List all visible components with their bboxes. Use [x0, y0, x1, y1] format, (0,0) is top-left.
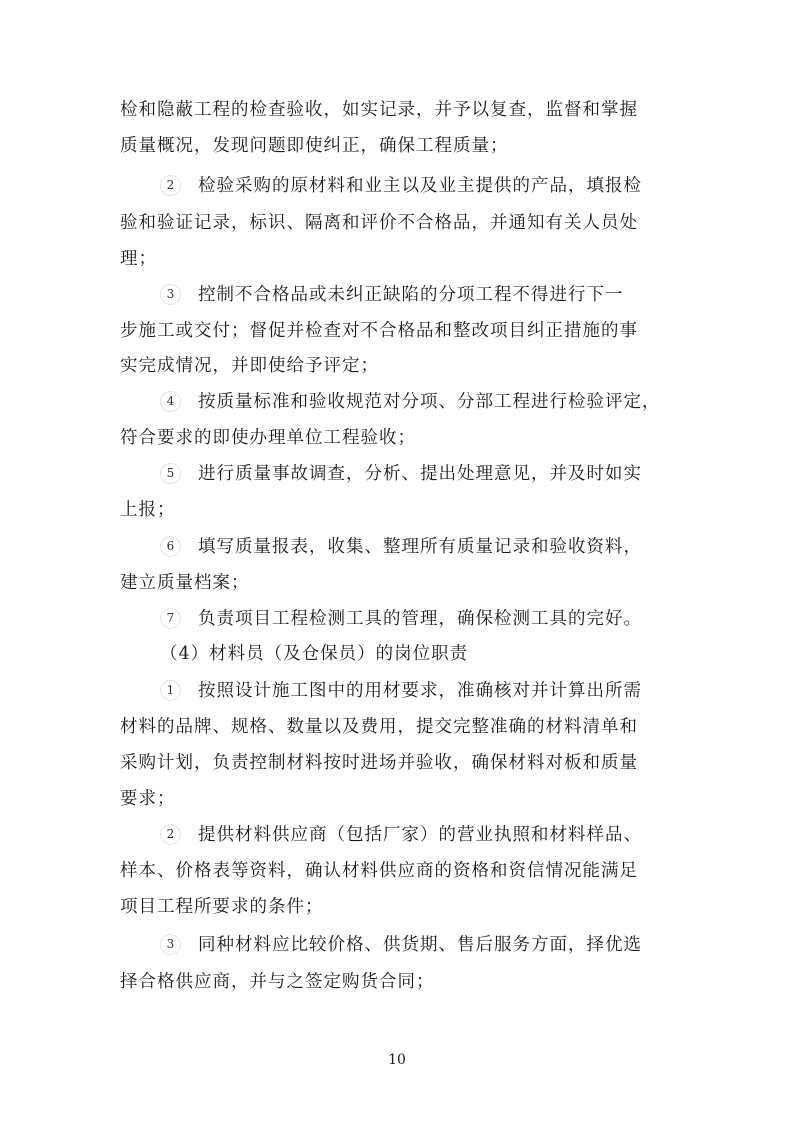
line-text: 按照设计施工图中的用材要求，准确核对并计算出所需	[198, 681, 642, 701]
list-item	[160, 931, 642, 956]
line-text: 同种材料应比较价格、供货期、售后服务方面，择优选	[198, 935, 642, 955]
text-line	[120, 496, 176, 521]
line-text: 实完成情况，并即使给予评定；	[120, 356, 379, 376]
text-line	[120, 785, 176, 810]
text-line	[120, 132, 509, 157]
text-line	[120, 424, 416, 449]
text-line	[120, 968, 435, 993]
item-number: 7	[160, 608, 181, 629]
text-line	[120, 96, 638, 121]
line-text: 符合要求的即使办理单位工程验收；	[120, 428, 416, 448]
line-text: 上报；	[120, 500, 176, 520]
line-text: 项目工程所要求的条件；	[120, 897, 324, 917]
list-item	[160, 605, 642, 630]
line-text: 材料的品牌、规格、数量以及费用，提交完整准确的材料清单和	[120, 717, 638, 737]
text-line	[120, 749, 638, 774]
line-text: 提供材料供应商（包括厂家）的营业执照和材料样品、	[198, 825, 642, 845]
line-text: 填写质量报表，收集、整理所有质量记录和验收资料，	[198, 537, 642, 557]
item-number: 2	[160, 175, 181, 196]
text-line	[120, 209, 638, 234]
line-text: 择合格供应商，并与之签定购货合同；	[120, 972, 435, 992]
line-text: （4）材料员（及仓保员）的岗位职责	[160, 644, 469, 664]
line-text: 步施工或交付；督促并检查对不合格品和整改项目纠正措施的事	[120, 321, 638, 341]
item-number: 3	[160, 934, 181, 955]
line-text: 检和隐蔽工程的检查验收，如实记录，并予以复查，监督和掌握	[120, 100, 638, 120]
item-number: 1	[160, 680, 181, 701]
text-line	[120, 245, 157, 270]
item-number: 2	[160, 824, 181, 845]
line-text: 要求；	[120, 789, 176, 809]
line-text: 质量概况，发现问题即使纠正，确保工程质量；	[120, 136, 509, 156]
line-text: 检验采购的原材料和业主以及业主提供的产品，填报检	[198, 176, 642, 196]
text-line	[120, 352, 379, 377]
line-text: 按质量标准和验收规范对分项、分部工程进行检验评定，	[198, 392, 661, 412]
section-heading	[160, 640, 468, 665]
list-item	[160, 172, 642, 197]
list-item	[160, 821, 642, 846]
line-text: 样本、价格表等资料，确认材料供应商的资格和资信情况能满足	[120, 861, 638, 881]
text-line	[120, 713, 638, 738]
line-text: 建立质量档案；	[120, 573, 250, 593]
item-number: 6	[160, 536, 181, 557]
text-line	[120, 317, 638, 342]
list-item	[160, 533, 642, 558]
text-line	[120, 893, 324, 918]
line-text: 进行质量事故调查，分析、提出处理意见，并及时如实	[198, 464, 642, 484]
line-text: 理；	[120, 249, 157, 269]
line-text: 负责项目工程检测工具的管理，确保检测工具的完好。	[198, 609, 642, 629]
item-number: 4	[160, 391, 181, 412]
line-text: 验和验证记录，标识、隔离和评价不合格品，并通知有关人员处	[120, 213, 638, 233]
list-item	[160, 677, 642, 702]
list-item	[160, 281, 624, 306]
line-text: 采购计划，负责控制材料按时进场并验收，确保材料对板和质量	[120, 753, 638, 773]
list-item	[160, 460, 642, 485]
item-number: 5	[160, 463, 181, 484]
item-number: 3	[160, 284, 181, 305]
list-item	[160, 388, 661, 413]
line-text: 控制不合格品或未纠正缺陷的分项工程不得进行下一	[198, 285, 624, 305]
text-line	[120, 857, 638, 882]
text-line	[120, 569, 250, 594]
page-number: 10	[388, 1052, 406, 1068]
